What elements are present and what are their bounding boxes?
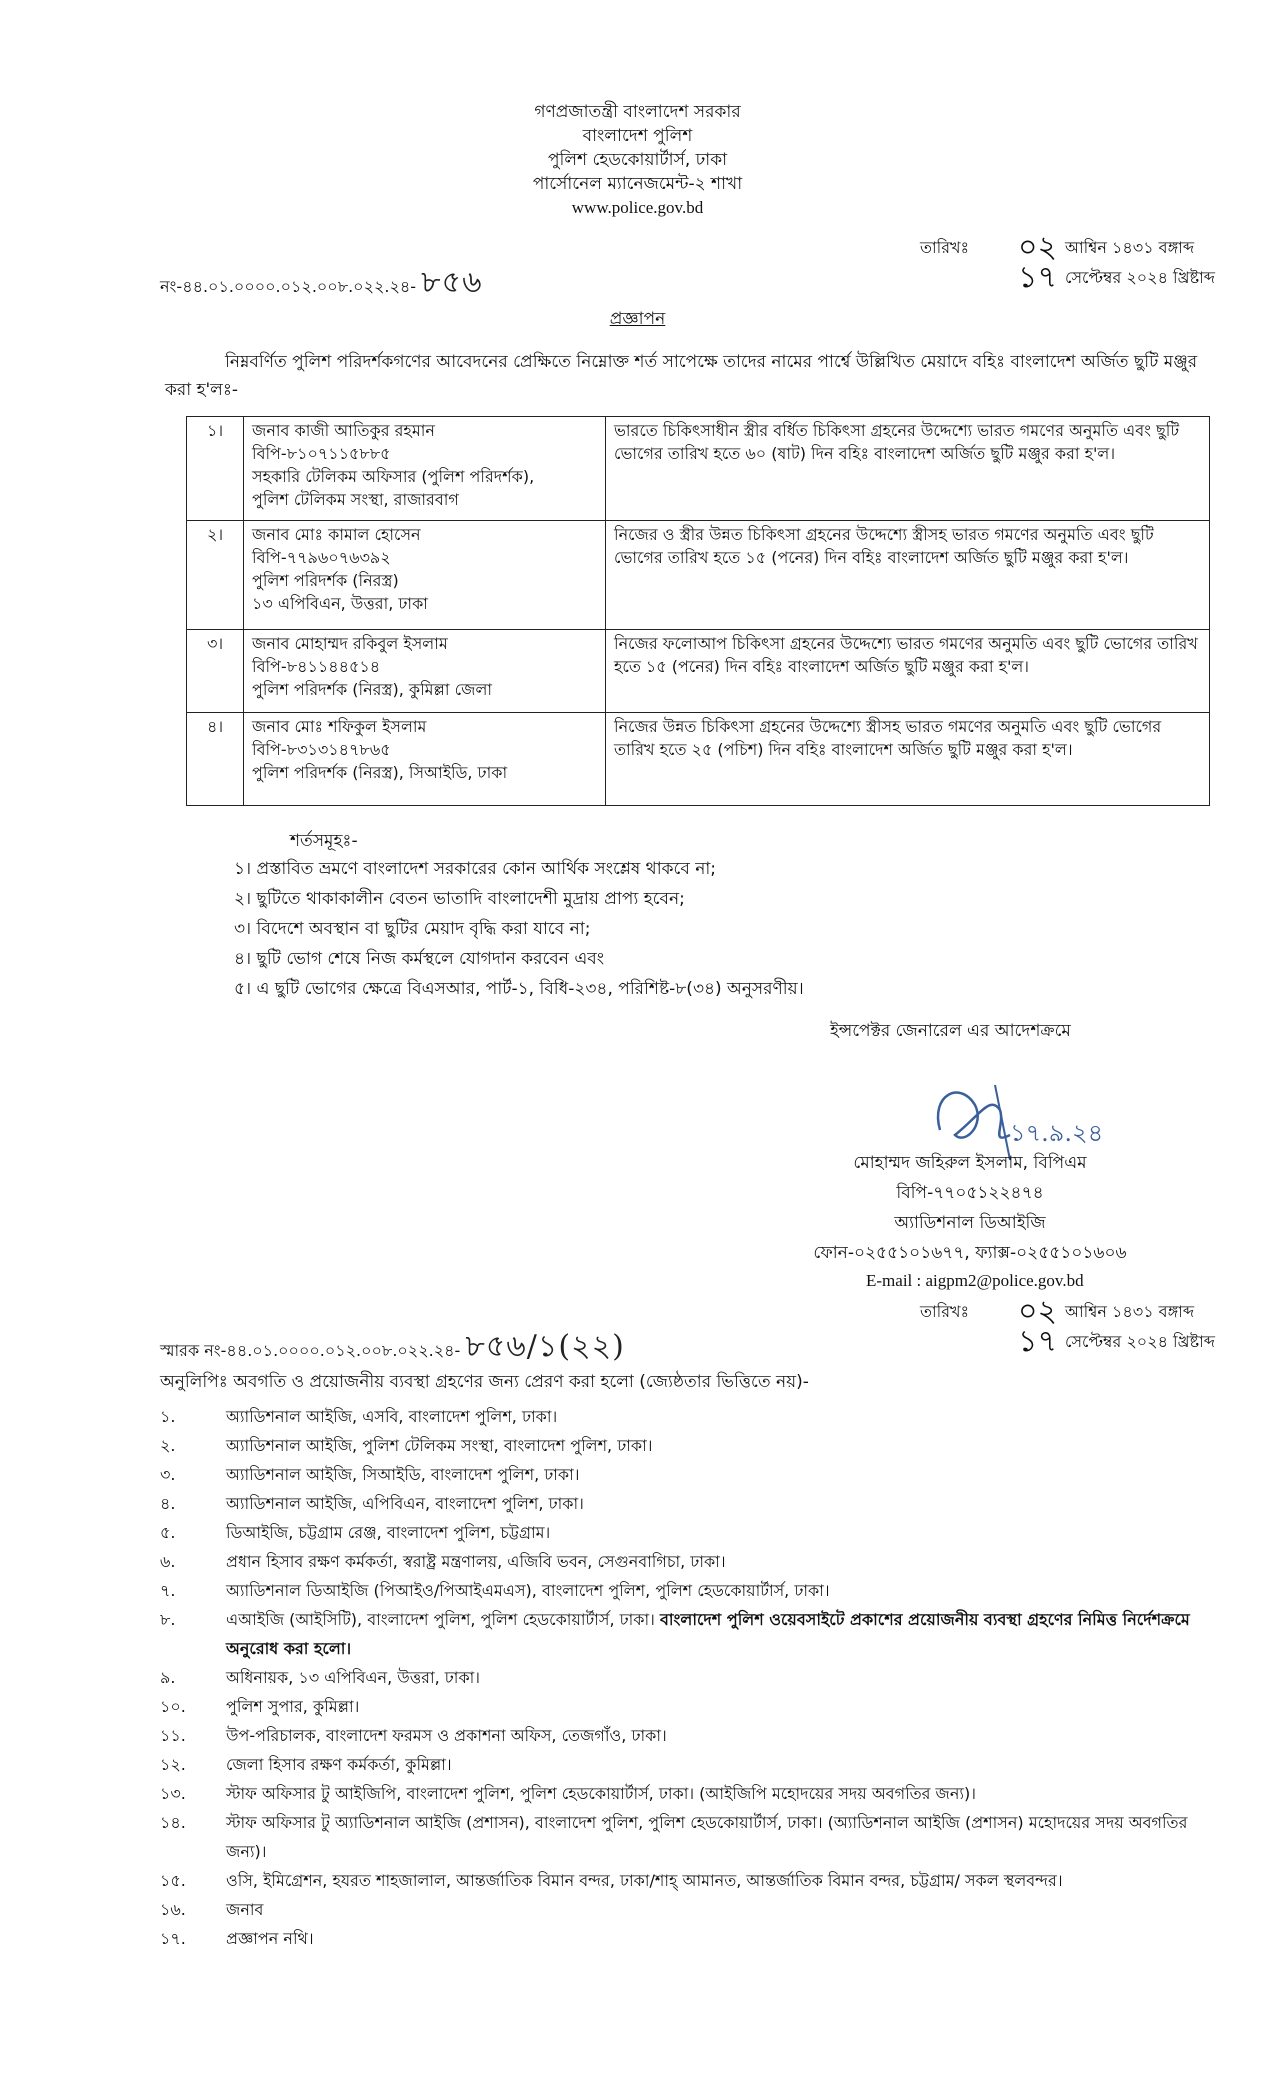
list-item [160,1924,1220,1953]
cc-text: জনাব [226,1900,264,1919]
list-item [160,1895,1220,1924]
list-item [160,1547,1220,1576]
conditions-list [234,854,804,1004]
list-item [160,1518,1220,1547]
person-cell [244,713,606,806]
cc-list [160,1402,1220,1953]
list-item [160,1808,1220,1866]
date-label: তারিখঃ [920,238,970,257]
person-designation: সহকারি টেলিকম অফিসার (পুলিশ পরিদর্শক), [252,467,535,486]
cc-text: অ্যাডিশনাল আইজি, এপিবিএন, বাংলাদেশ পুলিশ, ঢাকা। [226,1494,584,1513]
list-item [160,1489,1220,1518]
memo-number-handwritten: ৮৫৬ [421,265,483,300]
cc-text: ডিআইজি, চট্টগ্রাম রেঞ্জ, বাংলাদেশ পুলিশ, চট্টগ্রাম। [226,1523,551,1542]
cc-number: ১. [160,1407,176,1426]
cc-number: ১৭. [160,1929,186,1948]
leave-orders-table [186,416,1210,806]
condition-item: ৩। বিদেশে অবস্থান বা ছুটির মেয়াদ বৃদ্ধি করা যাবে না; [234,919,591,939]
cc-number: ১১. [160,1726,186,1745]
date-greg-rest: সেপ্টেম্বর ২০২৪ খ্রিষ্টাব্দ [1064,268,1215,287]
list-item [160,1721,1220,1750]
memo-number-text: নং-৪৪.০১.০০০০.০১২.০০৮.০২২.২৪- [160,277,417,296]
memo2-date [920,1294,1215,1359]
signer-phone: ফোন-০২৫৫১০১৬৭৭, ফ্যাক্স-০২৫৫১০১৬০৬ [813,1243,1127,1263]
list-item [160,1402,1220,1431]
list-item [160,1692,1220,1721]
condition-item: ২। ছুটিতে থাকাকালীন বেতন ভাতাদি বাংলাদেশী মুদ্রায় প্রাপ্য হবেন; [234,889,685,909]
signer-bp: বিপি-৭৭০৫১২২৪৭৪ [896,1183,1044,1203]
table-row [187,521,1210,630]
person-name: জনাব মোঃ কামাল হোসেন [252,525,421,544]
cc-text: প্রজ্ঞাপন নথি। [226,1929,314,1948]
website-link[interactable]: www.police.gov.bd [571,198,704,217]
cc-text-bold: বাংলাদেশ পুলিশ ওয়েবসাইটে প্রকাশের প্রয়োজনীয় ব্যবস্থা গ্রহণের নিমিত্ত নির্দেশক্রমে অনুরোধ করা হলো। [226,1610,1190,1658]
list-item [160,1750,1220,1779]
cc-text: উপ-পরিচালক, বাংলাদেশ ফরমস ও প্রকাশনা অফিস, তেজগাঁও, ঢাকা। [226,1726,667,1745]
cc-number: ৪. [160,1494,176,1513]
cc-number: ১৬. [160,1900,186,1919]
memo-number-2 [160,1322,625,1373]
person-bp: বিপি-৮৪১১৪৪৫১৪ [252,657,381,676]
date-bangla-rest: আশ্বিন ১৪৩১ বঙ্গাব্দ [1065,238,1195,257]
cc-number: ৫. [160,1523,176,1542]
date-bangla-day: ০২ [1018,230,1058,265]
table-row [187,630,1210,713]
list-item [160,1431,1220,1460]
cc-text: প্রধান হিসাব রক্ষণ কর্মকর্তা, স্বরাষ্ট্র মন্ত্রণালয়, এজিবি ভবন, সেগুনবাগিচা, ঢাকা। [226,1552,726,1571]
conditions-title: শর্তসমূহঃ- [290,831,358,851]
person-bp: বিপি-৭৭৯৬০৭৬৩৯২ [252,548,391,567]
notice-title: প্রজ্ঞাপন [609,309,666,329]
memo2-number-handwritten: ৮৫৬/১(২২) [465,1329,625,1364]
date-bangla-rest: আশ্বিন ১৪৩১ বঙ্গাব্দ [1065,1302,1195,1321]
memo-number [160,258,483,309]
person-designation: পুলিশ পরিদর্শক (নিরস্ত্র) [252,571,399,590]
memo2-number-text: স্মারক নং-৪৪.০১.০০০০.০১২.০০৮.০২২.২৪- [160,1341,461,1360]
person-bp: বিপি-৮৩১৩১৪৭৮৬৫ [252,740,391,759]
cc-text: স্টাফ অফিসার টু আইজিপি, বাংলাদেশ পুলিশ, পুলিশ হেডকোয়ার্টার্স, ঢাকা। (আইজিপি মহোদয়ের সদয় অবগতির জন্য)। [226,1784,977,1803]
list-item [160,1866,1220,1895]
person-bp: বিপি-৮১০৭১১৫৮৮৫ [252,444,391,463]
order-cell: নিজের ফলোআপ চিকিৎসা গ্রহনের উদ্দেশ্যে ভারত গমণের অনুমতি এবং ছুটি ভোগের তারিখ হতে ১৫ (পনের) দিন বহিঃ বাংলাদেশ অর্জিত ছুটি মঞ্জুর করা হ'ল। [606,630,1210,713]
signature-date: ১৭.৯.২৪ [1010,1119,1104,1147]
cc-number: ২. [160,1436,176,1455]
memo-date [920,230,1215,295]
office-name: পুলিশ হেডকোয়ার্টার্স, ঢাকা [547,150,728,170]
signer-email[interactable]: E-mail : aigpm2@police.gov.bd [866,1271,1084,1290]
cc-number: ৩. [160,1465,176,1484]
condition-item: ৫। এ ছুটি ভোগের ক্ষেত্রে বিএসআর, পার্ট-১, বিধি-২৩৪, পরিশিষ্ট-৮(৩৪) অনুসরণীয়। [234,979,804,999]
cc-number: ৬. [160,1552,176,1571]
serial-cell: ৩। [187,630,244,713]
cc-text: অ্যাডিশনাল ডিআইজি (পিআইও/পিআইএমএস), বাংলাদেশ পুলিশ, পুলিশ হেডকোয়ার্টার্স, ঢাকা। [226,1581,830,1600]
cc-number: ১২. [160,1755,186,1774]
table-row [187,713,1210,806]
order-cell: ভারতে চিকিৎসাধীন স্ত্রীর বর্ধিত চিকিৎসা গ্রহনের উদ্দেশ্যে ভারত গমণের অনুমতি এবং ছুটি ভোগের তারিখ হতে ৬০ (ষাট) দিন বহিঃ বাংলাদেশ অর্জিত ছুটি মঞ্জুর করা হ'ল। [606,417,1210,521]
person-unit: পুলিশ টেলিকম সংস্থা, রাজারবাগ [252,490,459,509]
cc-number: ১০. [160,1697,186,1716]
date-greg-rest: সেপ্টেম্বর ২০২৪ খ্রিষ্টাব্দ [1064,1332,1215,1351]
cc-intro: অনুলিপিঃ অবগতি ও প্রয়োজনীয় ব্যবস্থা গ্রহণের জন্য প্রেরণ করা হলো (জ্যেষ্ঠতার ভিত্তিতে নয়)- [160,1372,809,1392]
cc-text: অধিনায়ক, ১৩ এপিবিএন, উত্তরা, ঢাকা। [226,1668,481,1687]
govt-name: গণপ্রজাতন্ত্রী বাংলাদেশ সরকার [534,102,741,122]
cc-number: ৮. [160,1610,176,1629]
cc-text: ওসি, ইমিগ্রেশন, হযরত শাহজালাল, আন্তর্জাতিক বিমান বন্দর, ঢাকা/শাহ্ আমানত, আন্তর্জাতিক বিমান বন্দর, চট্টগ্রাম/ সকল স্থলবন্দর। [226,1871,1063,1890]
person-designation: পুলিশ পরিদর্শক (নিরস্ত্র), সিআইডি, ঢাকা [252,763,508,782]
cc-text: পুলিশ সুপার, কুমিল্লা। [226,1697,360,1716]
cc-text: অ্যাডিশনাল আইজি, পুলিশ টেলিকম সংস্থা, বাংলাদেশ পুলিশ, ঢাকা। [226,1436,653,1455]
person-name: জনাব মোঃ শফিকুল ইসলাম [252,717,427,736]
person-cell [244,417,606,521]
letterhead [0,100,1275,220]
branch-name: পার্সোনেল ম্যানেজমেন্ট-২ শাখা [532,174,743,194]
cc-text [226,1605,1220,1663]
order-cell: নিজের ও স্ত্রীর উন্নত চিকিৎসা গ্রহনের উদ্দেশ্যে স্ত্রীসহ ভারত গমণের অনুমতি এবং ছুটি ভোগের তারিখ হতে ১৫ (পনের) দিন বহিঃ বাংলাদেশ অর্জিত ছুটি মঞ্জুর করা হ'ল। [606,521,1210,630]
order-by-line: ইন্সপেক্টর জেনারেল এর আদেশক্রমে [830,1021,1071,1041]
cc-text: অ্যাডিশনাল আইজি, সিআইডি, বাংলাদেশ পুলিশ, ঢাকা। [226,1465,580,1484]
signer-name: মোহাম্মদ জহিরুল ইসলাম, বিপিএম [853,1153,1087,1173]
notice-intro: নিম্নবর্ণিত পুলিশ পরিদর্শকগণের আবেদনের প্রেক্ষিতে নিম্নোক্ত শর্ত সাপেক্ষে তাদের নামের পার্শ্বে উল্লিখিত মেয়াদে বহিঃ বাংলাদেশ অর্জিত ছুটি মঞ্জুর করা হ'লঃ- [165,352,1198,400]
list-item [160,1663,1220,1692]
cc-text: অ্যাডিশনাল আইজি, এসবি, বাংলাদেশ পুলিশ, ঢাকা। [226,1407,558,1426]
date-label: তারিখঃ [920,1302,970,1321]
serial-cell: ২। [187,521,244,630]
cc-number: ১৪. [160,1813,186,1832]
signer-designation: অ্যাডিশনাল ডিআইজি [894,1213,1046,1233]
serial-cell: ৪। [187,713,244,806]
person-cell [244,630,606,713]
date-bangla-day: ০২ [1018,1294,1058,1329]
condition-item: ৪। ছুটি ভোগ শেষে নিজ কর্মস্থলে যোগদান করবেন এবং [234,949,605,969]
list-item [160,1605,1220,1663]
cc-number: ১৫. [160,1871,186,1890]
cc-number: ৭. [160,1581,176,1600]
condition-item: ১। প্রস্তাবিত ভ্রমণে বাংলাদেশ সরকারের কোন আর্থিক সংশ্লেষ থাকবে না; [234,859,717,879]
person-name: জনাব কাজী আতিকুর রহমান [252,421,435,440]
cc-text-plain: এআইজি (আইসিটি), বাংলাদেশ পুলিশ, পুলিশ হেডকোয়ার্টার্স, ঢাকা। [226,1610,655,1629]
org-name: বাংলাদেশ পুলিশ [582,126,693,146]
table-row [187,417,1210,521]
person-unit: ১৩ এপিবিএন, উত্তরা, ঢাকা [252,594,428,613]
cc-number: ১৩. [160,1784,186,1803]
order-cell: নিজের উন্নত চিকিৎসা গ্রহনের উদ্দেশ্যে স্ত্রীসহ ভারত গমণের অনুমতি এবং ছুটি ভোগের তারিখ হতে ২৫ (পচিশ) দিন বহিঃ বাংলাদেশ অর্জিত ছুটি মঞ্জুর করা হ'ল। [606,713,1210,806]
date-greg-day: ১৭ [1018,1324,1057,1359]
person-cell [244,521,606,630]
person-designation: পুলিশ পরিদর্শক (নিরস্ত্র), কুমিল্লা জেলা [252,680,493,699]
cc-number: ৯. [160,1668,176,1687]
cc-text: স্টাফ অফিসার টু অ্যাডিশনাল আইজি (প্রশাসন), বাংলাদেশ পুলিশ, পুলিশ হেডকোয়ার্টার্স, ঢাকা। (অ্যাডিশনাল আইজি (প্রশাসন) মহোদয়ের সদয় অবগতির জন্য)। [226,1813,1188,1861]
cc-text: জেলা হিসাব রক্ষণ কর্মকর্তা, কুমিল্লা। [226,1755,452,1774]
person-name: জনাব মোহাম্মদ রকিবুল ইসলাম [252,634,448,653]
serial-cell: ১। [187,417,244,521]
list-item [160,1779,1220,1808]
signer-block [800,1148,1140,1268]
list-item [160,1460,1220,1489]
list-item [160,1576,1220,1605]
date-greg-day: ১৭ [1018,260,1057,295]
